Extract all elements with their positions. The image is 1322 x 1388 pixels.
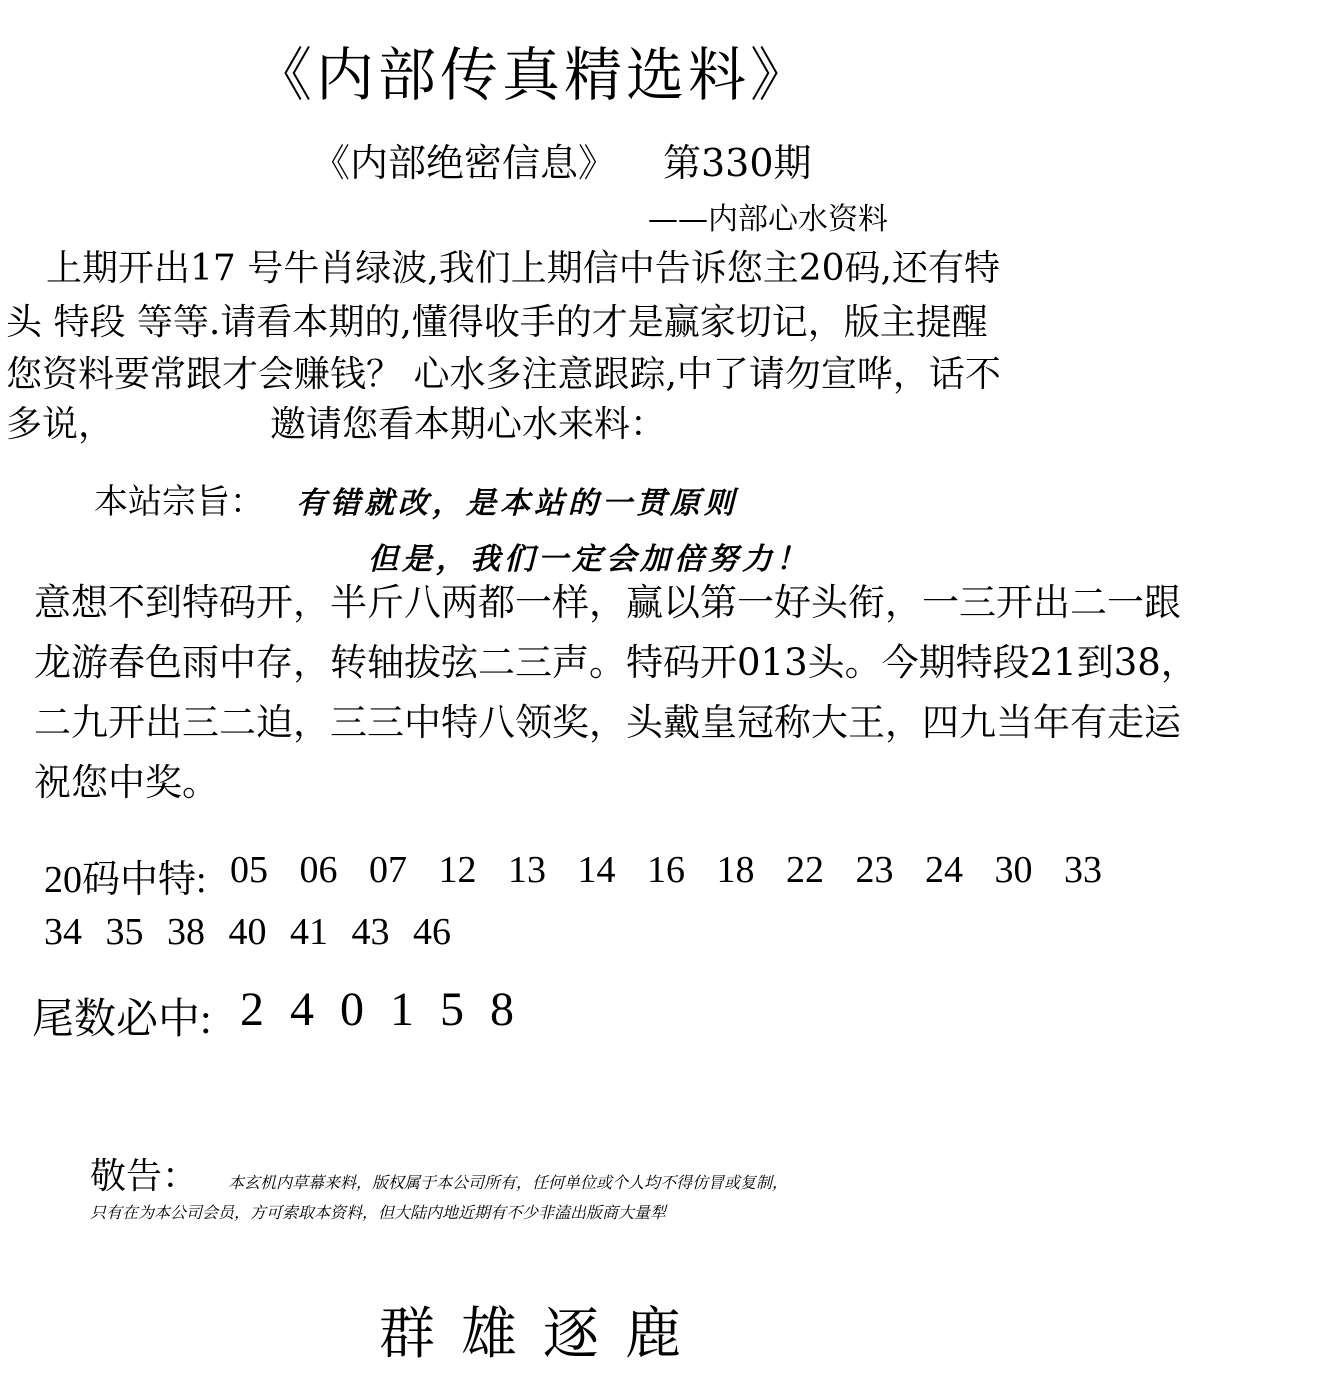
codes-row-1: 05 06 07 12 13 14 16 18 22 23 24 30 33 xyxy=(230,849,1102,891)
issue-number: 第330期 xyxy=(663,141,812,185)
poem-line-3: 二九开出三二迫，三三中特八领奖，头戴皇冠称大王，四九当年有走运 xyxy=(34,701,1181,744)
intro-line-4: 多说， xyxy=(6,404,115,445)
main-title: 《内部传真精选料》 xyxy=(253,41,812,109)
codes-label: 20码中特: xyxy=(44,859,207,901)
subtitle: 《内部绝密信息》 xyxy=(312,141,617,185)
intro-line-3: 您资料要常跟才会赚钱？ 心水多注意跟踪,中了请勿宣哗，话不 xyxy=(6,354,1001,395)
motto-line-2: 但是，我们一定会加倍努力！ xyxy=(368,542,810,577)
intro-line-1: 上期开出17 号牛肖绿波,我们上期信中告诉您主20码,还有特 xyxy=(46,248,1000,289)
motto-line-1: 有错就改，是本站的一贯原则 xyxy=(296,486,738,521)
poem-line-1: 意想不到特码开，半斤八两都一样，赢以第一好头衔，一三开出二一跟 xyxy=(34,581,1181,624)
tail-digits: 240158 xyxy=(240,983,540,1036)
motto-label: 本站宗旨： xyxy=(94,482,264,522)
intro-invitation: 邀请您看本期心水来料： xyxy=(270,404,667,445)
poem-line-2: 龙游春色雨中存，转轴拔弦二三声。特码开013头。今期特段21到38， xyxy=(34,641,1198,684)
source-line: ——内部心水资料 xyxy=(648,202,888,237)
intro-line-2: 头 特段 等等.请看本期的,懂得收手的才是赢家切记，版主提醒 xyxy=(6,302,988,343)
tail-digits-label: 尾数必中: xyxy=(32,997,212,1043)
notice-line-1: 本玄机内草幕来料，版权属于本公司所有，任何单位或个人均不得仿冒或复制， xyxy=(228,1173,789,1192)
notice-label: 敬告： xyxy=(90,1156,199,1197)
footer-brand: 群雄逐鹿 xyxy=(379,1302,707,1367)
codes-row-2: 34 35 38 40 41 43 46 xyxy=(44,911,451,953)
notice-line-2: 只有在为本公司会员，方可索取本资料，但大陆内地近期有不少非溘出版商大量犁 xyxy=(90,1203,667,1222)
poem-line-4: 祝您中奖。 xyxy=(34,761,219,804)
